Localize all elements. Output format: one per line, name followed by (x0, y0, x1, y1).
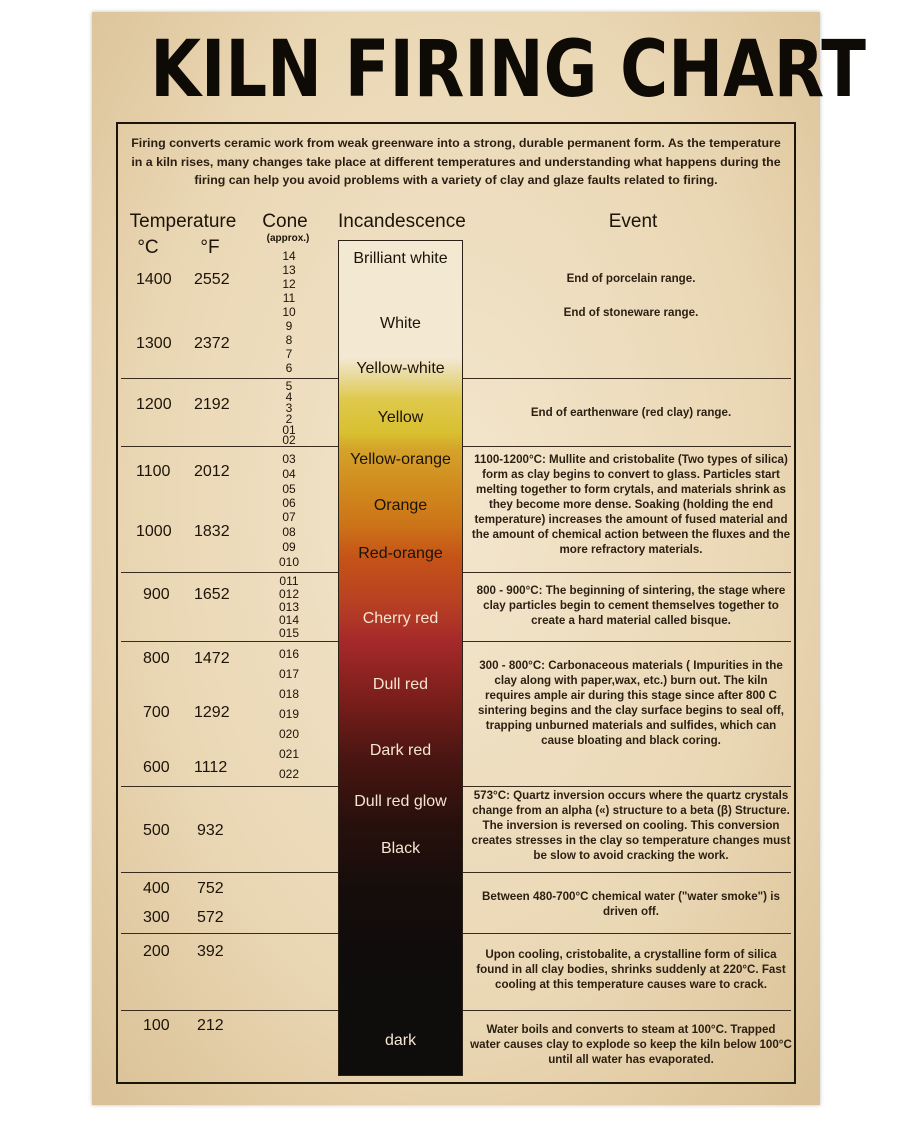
event-text: 800 - 900°C: The beginning of sintering, the stage where clay particles begin to cement themselves together to create a hard material called bisque. (476, 584, 786, 627)
event-text: 1100-1200°C: Mullite and cristobalite (Two types of silica) form as clay begins to convert to glass. Particles start melting together to form crytals, and materials shrink as they become more dense. Soaking (holding the end temperature) increases the amount of fused material and the amount of chemical action between the fluxes and the more refractory materials. (471, 453, 791, 556)
cone-number: 022 (278, 767, 300, 781)
temp-celsius: 900 (143, 586, 170, 603)
incandescence-label: Cherry red (362, 610, 439, 627)
temp-celsius: 700 (143, 704, 170, 721)
cone-number: 11 (282, 291, 296, 305)
incandescence-label: Yellow-orange (350, 451, 451, 468)
temp-celsius: 1400 (136, 271, 172, 288)
incandescence-label: Black (380, 840, 421, 857)
cone-number: 12 (282, 277, 296, 291)
cone-number: 07 (282, 510, 296, 524)
temp-fahrenheit: 2012 (194, 463, 230, 480)
cone-number: 014 (278, 613, 300, 627)
temp-celsius: 600 (143, 759, 170, 776)
temp-fahrenheit: 572 (197, 909, 224, 926)
event-text: Upon cooling, cristobalite, a crystalline form of silica found in all clay bodies, shrinks suddenly at 220°C. Fast cooling at this temperature causes ware to crack. (476, 948, 786, 991)
cone-number: 018 (278, 687, 300, 701)
cone-number: 03 (282, 452, 296, 466)
temp-fahrenheit: 932 (197, 822, 224, 839)
cone-number: 04 (282, 467, 296, 481)
cone-number: 13 (282, 263, 296, 277)
temp-fahrenheit: 752 (197, 880, 224, 897)
event-text: End of earthenware (red clay) range. (530, 406, 732, 419)
temp-celsius: 500 (143, 822, 170, 839)
temp-celsius: 100 (143, 1017, 170, 1034)
fahrenheit-header: °F (200, 237, 220, 258)
incandescence-label: Yellow-white (356, 360, 445, 377)
cone-number: 011 (279, 574, 299, 588)
cone-number: 7 (285, 347, 293, 361)
cone-number: 016 (278, 647, 300, 661)
event-text: End of porcelain range. (566, 272, 696, 285)
incandescence-label: Red-orange (358, 545, 443, 562)
temp-fahrenheit: 1652 (194, 586, 230, 603)
cone-number: 02 (282, 433, 296, 447)
cone-number: 08 (282, 525, 296, 539)
temp-celsius: 1200 (136, 396, 172, 413)
event-text: 573°C: Quartz inversion occurs where the quartz crystals change from an alpha («) structure to a beta (β) Structure. The inversion is reversed on cooling. This conversion creates stresses in the clay so temperature changes must be slow to avoid cracking the work. (471, 789, 791, 862)
cone-number: 14 (282, 249, 296, 263)
temp-celsius: 400 (143, 880, 170, 897)
temperature-header: Temperature (129, 211, 237, 232)
incandescence-label: White (380, 315, 421, 332)
celsius-header: °C (137, 237, 159, 258)
temp-fahrenheit: 2192 (194, 396, 230, 413)
temp-fahrenheit: 1292 (194, 704, 230, 721)
incandescence-label: Dark red (369, 742, 432, 759)
temp-fahrenheit: 212 (197, 1017, 224, 1034)
cone-number: 017 (278, 667, 300, 681)
intro-paragraph: Firing converts ceramic work from weak greenware into a strong, durable permanent form. As the temperature in a kiln rises, many changes take place at different temperatures and understanding what happens during the firing can help you avoid problems with a variety of clay and glaze faults related to firing. (131, 136, 781, 187)
cone-number: 015 (278, 626, 300, 640)
cone-number: 2 (285, 412, 293, 426)
temp-fahrenheit: 1112 (194, 759, 228, 776)
event-text: Between 480-700°C chemical water ("water smoke") is driven off. (482, 890, 780, 918)
incandescence-label: Orange (373, 497, 428, 514)
incandescence-header: Incandescence (338, 211, 466, 232)
temp-celsius: 1300 (136, 335, 172, 352)
cone-subheader: (approx.) (266, 233, 310, 244)
temp-fahrenheit: 2372 (194, 335, 230, 352)
cone-number: 10 (282, 305, 296, 319)
incandescence-label: Yellow (377, 409, 424, 426)
cone-number: 019 (278, 707, 300, 721)
event-text: 300 - 800°C: Carbonaceous materials ( Impurities in the clay along with paper,wax, etc.) burn out. The kiln requires ample air during this stage since after 800 C sintering begins and the clay surface begins to seal off, trapping unburned materials and sulfides, which can cause bloating and black coring. (477, 659, 785, 747)
event-text: End of stoneware range. (563, 306, 699, 319)
event-text: Water boils and converts to steam at 100°C. Trapped water causes clay to explode so keep the kiln below 100°C until all water has evaporated. (470, 1023, 792, 1066)
temp-fahrenheit: 1472 (194, 650, 230, 667)
incandescence-label: Brilliant white (353, 250, 448, 267)
temp-celsius: 1100 (136, 463, 171, 480)
temp-celsius: 800 (143, 650, 170, 667)
incandescence-label: Dull red (372, 676, 429, 693)
page-title: KILN FIRING CHART (150, 25, 867, 115)
cone-number: 012 (278, 587, 300, 601)
temp-fahrenheit: 2552 (194, 271, 230, 288)
temp-fahrenheit: 392 (197, 943, 224, 960)
cone-header: Cone (262, 211, 308, 232)
incandescence-label: dark (384, 1032, 417, 1049)
cone-number: 010 (278, 555, 300, 569)
cone-number: 8 (285, 333, 293, 347)
cone-number: 4 (285, 390, 293, 404)
incandescence-label: Dull red glow (354, 793, 447, 810)
temp-celsius: 300 (143, 909, 170, 926)
cone-number: 020 (278, 727, 300, 741)
cone-number: 05 (282, 482, 296, 496)
temp-fahrenheit: 1832 (194, 523, 230, 540)
cone-number: 9 (285, 319, 293, 333)
cone-number: 3 (285, 401, 293, 415)
cone-number: 6 (285, 361, 293, 375)
temp-celsius: 1000 (136, 523, 172, 540)
cone-number: 021 (278, 747, 300, 761)
cone-number: 09 (282, 540, 296, 554)
cone-number: 5 (285, 379, 293, 393)
cone-number: 01 (282, 423, 296, 437)
cone-number: 06 (282, 496, 296, 510)
event-header: Event (608, 211, 658, 232)
temp-celsius: 200 (143, 943, 170, 960)
cone-number: 013 (278, 600, 300, 614)
